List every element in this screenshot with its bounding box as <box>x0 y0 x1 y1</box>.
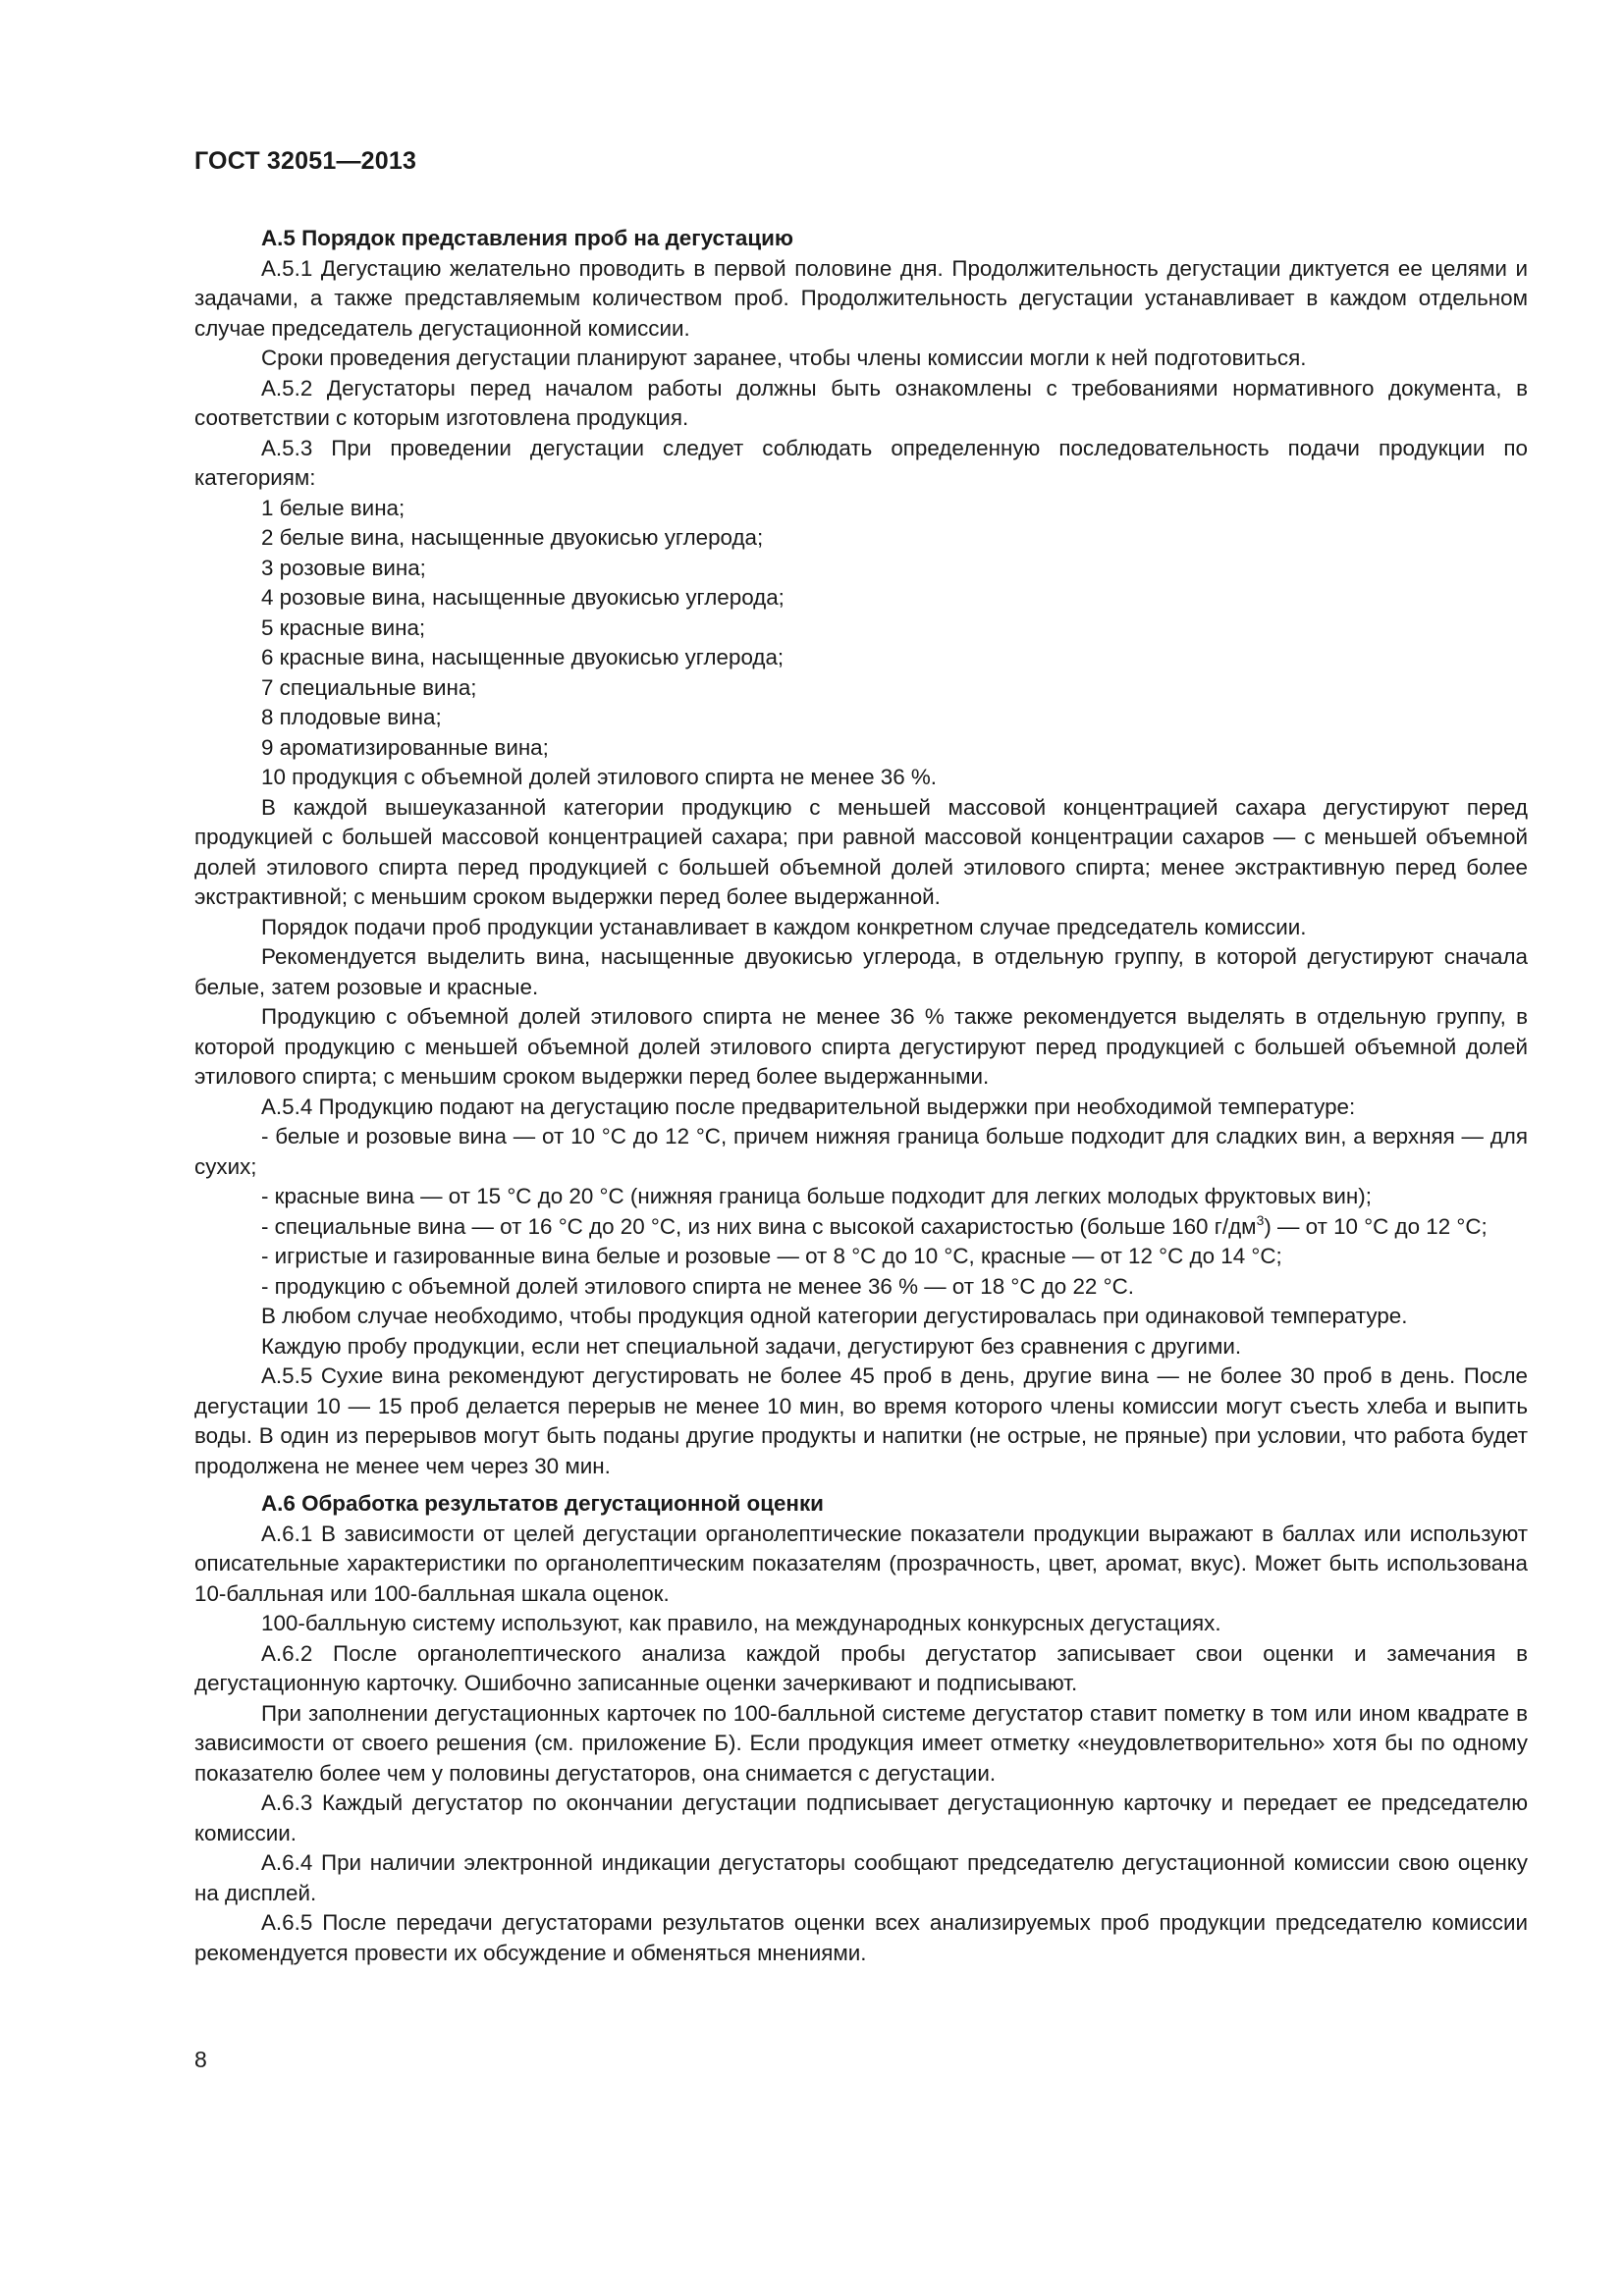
paragraph-a5-1-b: Сроки проведения дегустации планируют заранее, чтобы члены комиссии могли к ней подготовиться. <box>261 346 1307 370</box>
paragraph-a5-5: А.5.5 Сухие вина рекомендуют дегустировать не более 45 проб в день, другие вина — не более 30 проб в день. После дегустации 10 — 15 проб делается перерыв не менее 10 мин, во время которого члены комиссии могут съесть хлеба и выпить воды. В один из перерывов могут быть поданы другие продукты и напитки (не острые, не пряные) при условии, что работа будет продолжена не менее чем через 30 мин. <box>194 1363 1528 1478</box>
temperature-item-special-text: - специальные вина — от 16 °С до 20 °С, из них вина с высокой сахаристостью (больше 160 г/дм <box>261 1213 1257 1239</box>
paragraph-order-by-sugar: В каждой вышеуказанной категории продукцию с меньшей массовой концентрацией сахара дегустируют перед продукцией с большей массовой концентрацией сахара; при равной массовой концентрации сахаров — с меньшей объемной долей этилового спирта перед продукцией с большей объемной долей этилового спирта; менее экстрактивную перед более экстрактивной; с меньшим сроком выдержки перед более выдержанной. <box>194 794 1528 909</box>
paragraph-a6-5: А.6.5 После передачи дегустаторами результатов оценки всех анализируемых проб продукции председателю комиссии рекомендуется провести их обсуждение и обменяться мнениями. <box>194 1910 1528 1965</box>
section-a5-title: А.5 Порядок представления проб на дегустацию <box>261 226 793 250</box>
temperature-item-special-tail: ) — от 10 °С до 12 °С; <box>1264 1213 1488 1239</box>
paragraph-a5-3: А.5.3 При проведении дегустации следует соблюдать определенную последовательность подачи продукции по категориям: <box>194 435 1528 490</box>
paragraph-a5-2: А.5.2 Дегустаторы перед началом работы должны быть ознакомлены с требованиями нормативного документа, в соответствии с которым изготовлена продукция. <box>194 375 1528 430</box>
paragraph-same-temperature: В любом случае необходимо, чтобы продукция одной категории дегустировалась при одинаковой температуре. <box>261 1304 1408 1328</box>
category-item: 10 продукция с объемной долей этилового спирта не менее 36 %. <box>261 765 938 789</box>
paragraph-a5-1: А.5.1 Дегустацию желательно проводить в первой половине дня. Продолжительность дегустации диктуется ее целями и задачами, а также представляемым количеством проб. Продолжительность дегустации устанавливает в каждом отдельном случае председатель дегустационной комиссии. <box>194 255 1528 341</box>
paragraph-a6-2: А.6.2 После органолептического анализа каждой пробы дегустатор записывает свои оценки и замечания в дегустационную карточку. Ошибочно записанные оценки зачеркивают и подписывают. <box>194 1640 1528 1695</box>
category-item: 3 розовые вина; <box>261 555 426 580</box>
paragraph-no-comparison: Каждую пробу продукции, если нет специальной задачи, дегустируют без сравнения с другими. <box>261 1333 1242 1359</box>
paragraph-a6-4: А.6.4 При наличии электронной индикации дегустаторы сообщают председателю дегустационной комиссии свою оценку на дисплей. <box>194 1850 1528 1905</box>
section-a6-title: А.6 Обработка результатов дегустационной оценки <box>261 1491 824 1516</box>
document-body <box>194 224 1528 1968</box>
category-item: 5 красные вина; <box>261 614 426 640</box>
category-item: 4 розовые вина, насыщенные двуокисью углерода; <box>261 585 785 610</box>
temperature-item-red: - красные вина — от 15 °С до 20 °С (нижняя граница больше подходит для легких молодых фруктовых вин); <box>261 1184 1372 1208</box>
paragraph-a6-1: А.6.1 В зависимости от целей дегустации органолептические показатели продукции выражают в баллах или используют описательные характеристики по органолептическим показателям (прозрачность, цвет, аромат, вкус). Может быть использована 10-балльная или 100-балльная шкала оценок. <box>194 1521 1528 1606</box>
temperature-item-spirits: - продукцию с объемной долей этилового спирта не менее 36 % — от 18 °С до 22 °С. <box>261 1273 1134 1299</box>
category-item: 7 специальные вина; <box>261 674 477 700</box>
paragraph-a5-4: А.5.4 Продукцию подают на дегустацию после предварительной выдержки при необходимой температуре: <box>261 1094 1356 1119</box>
document-header-title: ГОСТ 32051—2013 <box>194 147 417 175</box>
category-item: 9 ароматизированные вина; <box>261 734 549 760</box>
paragraph-order-by-chairman: Порядок подачи проб продукции устанавливает в каждом конкретном случае председатель комиссии. <box>261 914 1307 939</box>
paragraph-a6-2-b: При заполнении дегустационных карточек по 100-балльной системе дегустатор ставит пометку в том или ином квадрате в зависимости от своего решения (см. приложение Б). Если продукция имеет отметку «неудовлетворительно» хотя бы по одному показателю более чем у половины дегустаторов, она снимается с дегустации. <box>194 1700 1528 1786</box>
paragraph-a6-1-b: 100-балльную систему используют, как правило, на международных конкурсных дегустациях. <box>261 1611 1221 1635</box>
temperature-item-special <box>194 1212 1528 1243</box>
temperature-item-sparkling: - игристые и газированные вина белые и розовые — от 8 °С до 10 °С, красные — от 12 °С до 14 °С; <box>261 1244 1282 1268</box>
temperature-item-white-rose: - белые и розовые вина — от 10 °С до 12 °С, причем нижняя граница больше подходит для сладких вин, а верхняя — для сухих; <box>194 1124 1528 1179</box>
category-item: 8 плодовые вина; <box>261 705 442 729</box>
category-item: 2 белые вина, насыщенные двуокисью углерода; <box>261 525 764 550</box>
page-number: 8 <box>194 2047 207 2072</box>
paragraph-a6-3: А.6.3 Каждый дегустатор по окончании дегустации подписывает дегустационную карточку и передает ее председателю комиссии. <box>194 1790 1528 1845</box>
paragraph-sparkling-group: Рекомендуется выделить вина, насыщенные двуокисью углерода, в отдельную группу, в которой дегустируют сначала белые, затем розовые и красные. <box>194 944 1528 999</box>
category-item: 6 красные вина, насыщенные двуокисью углерода; <box>261 645 785 669</box>
superscript-three: 3 <box>1256 1211 1265 1228</box>
category-item: 1 белые вина; <box>261 495 406 520</box>
paragraph-spirits-group: Продукцию с объемной долей этилового спирта не менее 36 % также рекомендуется выделять в отдельную группу, в которой продукцию с меньшей объемной долей этилового спирта дегустируют перед продукцией с большей объемной долей этилового спирта; с меньшим сроком выдержки перед более выдержанными. <box>194 1004 1528 1089</box>
